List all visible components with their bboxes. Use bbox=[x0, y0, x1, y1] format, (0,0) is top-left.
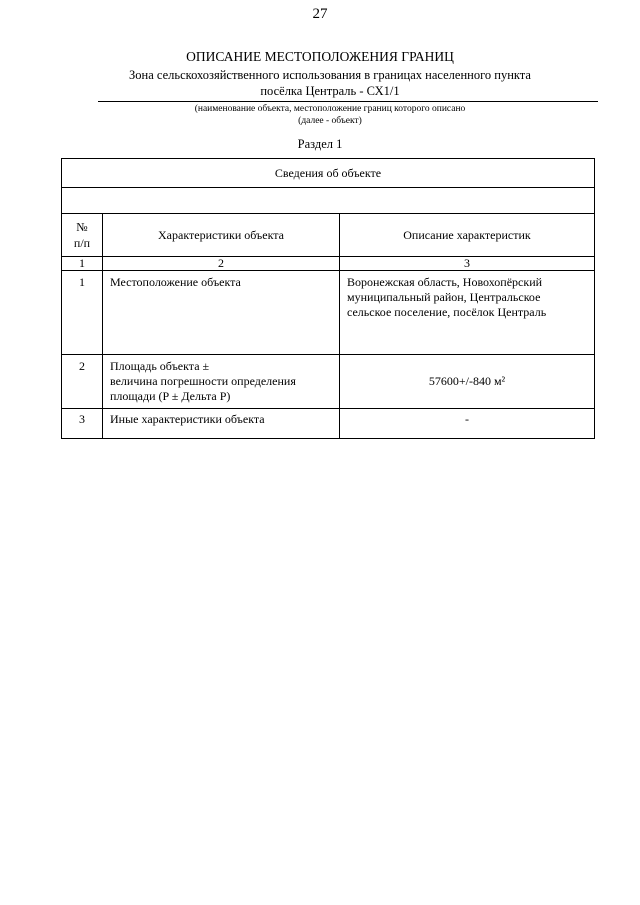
header-number bbox=[62, 214, 103, 257]
row-characteristic bbox=[103, 355, 340, 409]
row-characteristic-line-1: Площадь объекта ± bbox=[110, 359, 210, 373]
section-heading: Раздел 1 bbox=[297, 137, 343, 151]
object-name-line-1: Зона сельскохозяйственного использования в границах населенного пункта bbox=[129, 68, 531, 82]
row-number: 3 bbox=[62, 409, 103, 439]
underline-rule bbox=[98, 101, 598, 102]
table-row bbox=[62, 409, 595, 439]
header-number-line-2: п/п bbox=[73, 236, 91, 250]
table-row bbox=[62, 355, 595, 409]
header-characteristic: Характеристики объекта bbox=[103, 214, 340, 257]
row-description: Воронежская область, Новохопёрский муниципальный район, Центральское сельское поселение, посёлок Централь bbox=[340, 271, 595, 355]
header-description: Описание характеристик bbox=[340, 214, 595, 257]
table-empty-row bbox=[62, 188, 595, 214]
row-number: 2 bbox=[62, 355, 103, 409]
row-description: - bbox=[340, 409, 595, 439]
table-header-row bbox=[62, 214, 595, 257]
object-caption-line-1: (наименование объекта, местоположение границ которого описано bbox=[194, 104, 466, 114]
row-number: 1 bbox=[62, 271, 103, 355]
table-title: Сведения об объекте bbox=[62, 159, 595, 188]
table-row bbox=[62, 271, 595, 355]
document-title: ОПИСАНИЕ МЕСТОПОЛОЖЕНИЯ ГРАНИЦ bbox=[186, 49, 454, 64]
row-description: 57600+/-840 м² bbox=[340, 355, 595, 409]
header-number-line-1: № bbox=[76, 220, 88, 234]
column-number-1: 1 bbox=[62, 257, 103, 271]
empty-cell bbox=[62, 188, 595, 214]
table-title-row bbox=[62, 159, 595, 188]
object-caption-line-2: (далее - объект) bbox=[298, 116, 362, 126]
column-number-3: 3 bbox=[340, 257, 595, 271]
row-characteristic-line-2: величина погрешности определения bbox=[110, 374, 296, 388]
column-number-row bbox=[62, 257, 595, 271]
object-caption bbox=[60, 103, 600, 127]
object-info-table bbox=[61, 158, 595, 439]
row-characteristic: Иные характеристики объекта bbox=[103, 409, 340, 439]
page-number: 27 bbox=[312, 6, 328, 22]
object-name bbox=[60, 67, 600, 99]
column-number-2: 2 bbox=[103, 257, 340, 271]
row-characteristic-line-3: площади (P ± Дельта P) bbox=[110, 389, 231, 403]
row-characteristic: Местоположение объекта bbox=[103, 271, 340, 355]
object-name-line-2: посёлка Централь - СХ1/1 bbox=[260, 84, 400, 98]
